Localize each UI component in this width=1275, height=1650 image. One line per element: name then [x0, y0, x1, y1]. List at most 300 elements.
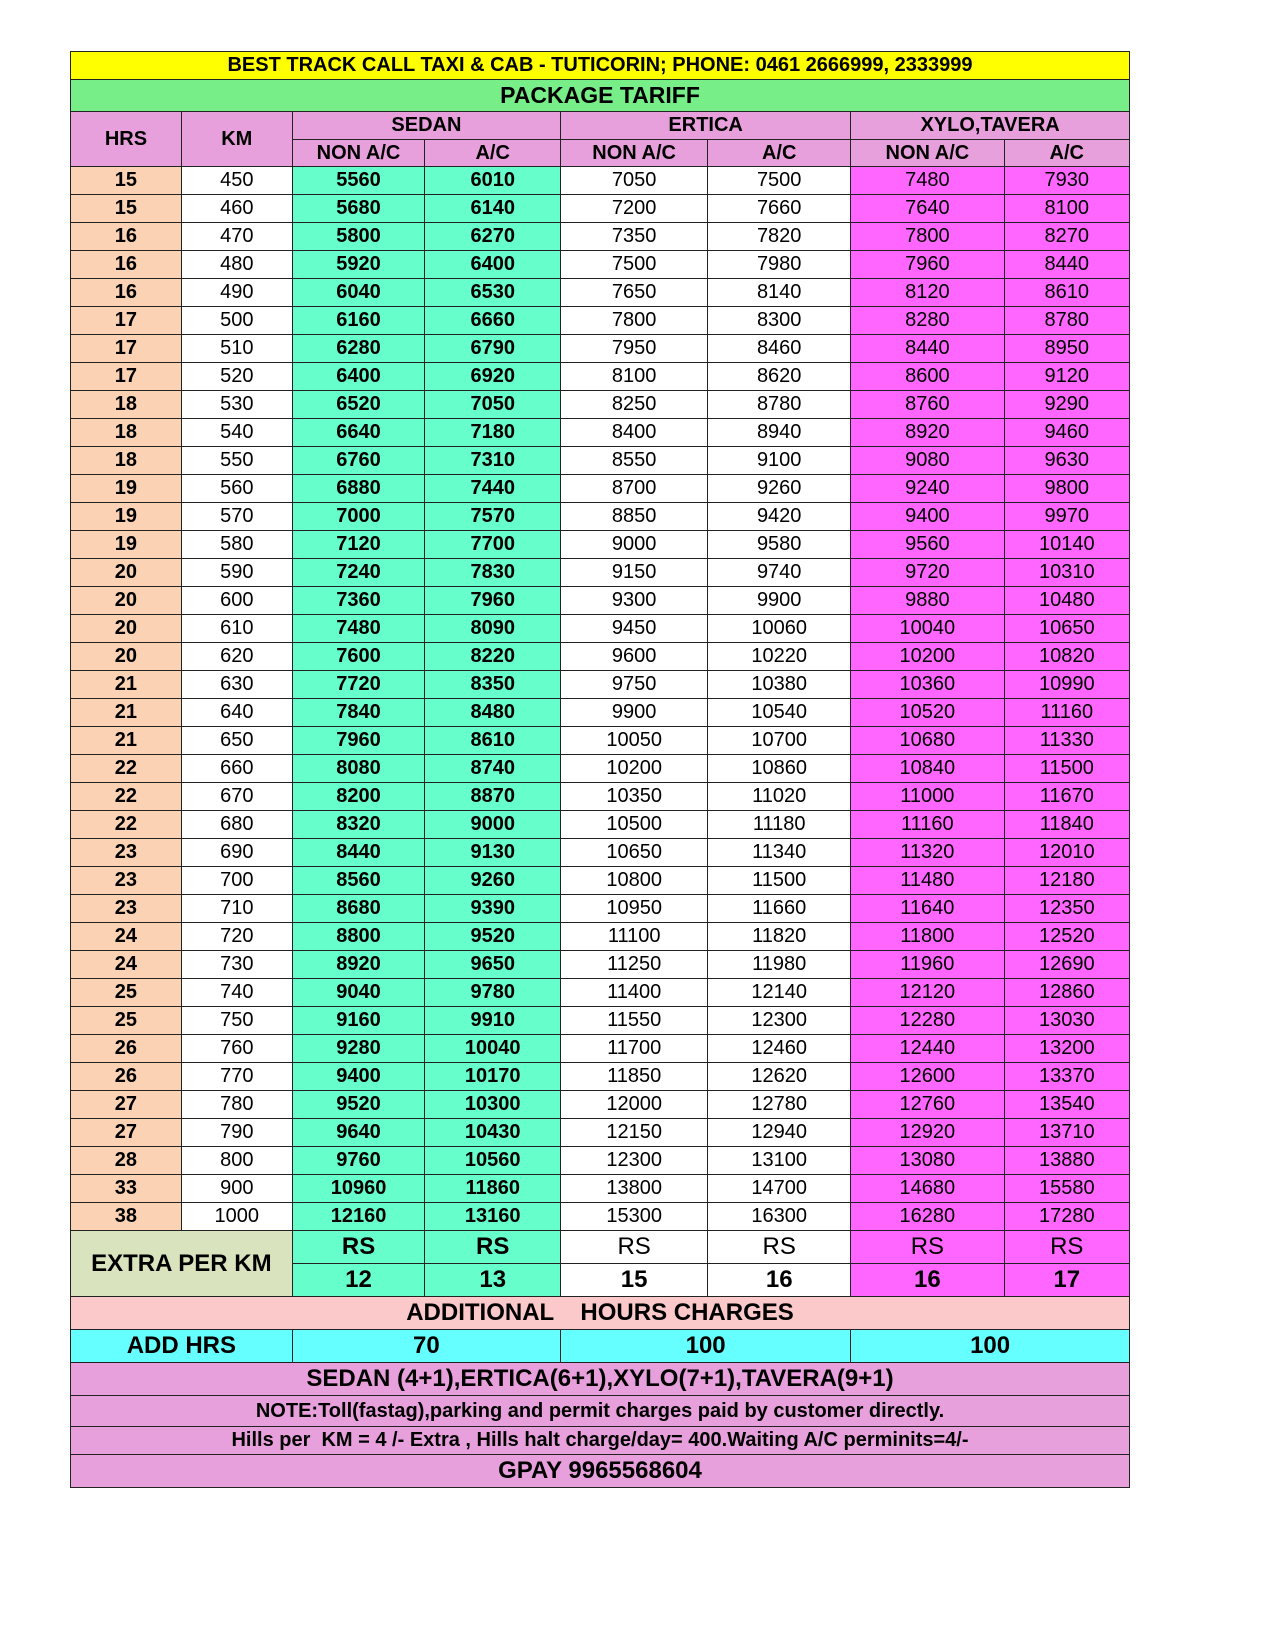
sedan-ac-cell: 6400	[425, 251, 561, 279]
hrs-cell: 21	[71, 699, 182, 727]
ertica-non-ac-cell: 10650	[561, 839, 708, 867]
sedan-non-ac-cell: 10960	[292, 1175, 425, 1203]
extra-km-ertica-non-ac: 15	[561, 1264, 708, 1297]
table-row	[71, 615, 1130, 643]
sedan-ac-cell: 8220	[425, 643, 561, 671]
ertica-non-ac-cell: 7050	[561, 167, 708, 195]
sedan-ac-cell: 8480	[425, 699, 561, 727]
km-cell: 590	[181, 559, 292, 587]
table-row	[71, 167, 1130, 195]
sedan-ac-cell: 9910	[425, 1007, 561, 1035]
xylo-ac-cell: 13030	[1004, 1007, 1129, 1035]
ertica-ac-cell: 11020	[708, 783, 851, 811]
tariff-table	[70, 51, 1130, 1488]
hrs-cell: 27	[71, 1091, 182, 1119]
extra-currency: RS	[292, 1231, 425, 1264]
ertica-non-ac-cell: 15300	[561, 1203, 708, 1231]
table-row	[71, 587, 1130, 615]
hrs-cell: 20	[71, 615, 182, 643]
ertica-non-ac-cell: 11250	[561, 951, 708, 979]
hrs-cell: 26	[71, 1035, 182, 1063]
sedan-non-ac-cell: 9400	[292, 1063, 425, 1091]
xylo-ac-cell: 9970	[1004, 503, 1129, 531]
xylo-non-ac-cell: 12280	[851, 1007, 1004, 1035]
sedan-non-ac-cell: 6760	[292, 447, 425, 475]
xylo-ac-cell: 10310	[1004, 559, 1129, 587]
seating-capacity: SEDAN (4+1),ERTICA(6+1),XYLO(7+1),TAVERA(9+1)	[71, 1363, 1130, 1396]
ertica-non-ac-cell: 10350	[561, 783, 708, 811]
xylo-non-ac-cell: 13080	[851, 1147, 1004, 1175]
xylo-non-ac-cell: 8760	[851, 391, 1004, 419]
km-cell: 900	[181, 1175, 292, 1203]
tariff-rows	[71, 167, 1130, 1231]
extra-currency: RS	[561, 1231, 708, 1264]
hrs-cell: 28	[71, 1147, 182, 1175]
sedan-ac-cell: 10040	[425, 1035, 561, 1063]
km-cell: 690	[181, 839, 292, 867]
table-row	[71, 1203, 1130, 1231]
hrs-header: HRS	[71, 112, 182, 167]
xylo-non-ac-cell: 7800	[851, 223, 1004, 251]
km-cell: 480	[181, 251, 292, 279]
table-row	[71, 1119, 1130, 1147]
hrs-cell: 22	[71, 755, 182, 783]
sedan-non-ac-cell: 7960	[292, 727, 425, 755]
xylo-non-ac-cell: 9560	[851, 531, 1004, 559]
sedan-non-ac-cell: 6400	[292, 363, 425, 391]
table-row	[71, 867, 1130, 895]
km-cell: 1000	[181, 1203, 292, 1231]
km-cell: 630	[181, 671, 292, 699]
hrs-cell: 17	[71, 335, 182, 363]
table-row	[71, 979, 1130, 1007]
sedan-ac-cell: 9650	[425, 951, 561, 979]
ertica-ac-cell: 8140	[708, 279, 851, 307]
sedan-ac-cell: 10560	[425, 1147, 561, 1175]
ertica-ac-cell: 12460	[708, 1035, 851, 1063]
sedan-non-ac-cell: 5920	[292, 251, 425, 279]
ertica-ac-cell: 13100	[708, 1147, 851, 1175]
tariff-sheet	[70, 51, 1130, 1488]
ertica-ac-cell: 10700	[708, 727, 851, 755]
xylo-non-ac-header: NON A/C	[851, 140, 1004, 167]
extra-currency: RS	[851, 1231, 1004, 1264]
xylo-non-ac-cell: 12120	[851, 979, 1004, 1007]
xylo-ac-cell: 8440	[1004, 251, 1129, 279]
sedan-ac-header: A/C	[425, 140, 561, 167]
ertica-non-ac-cell: 9150	[561, 559, 708, 587]
sedan-non-ac-cell: 9160	[292, 1007, 425, 1035]
hrs-cell: 21	[71, 727, 182, 755]
hrs-cell: 15	[71, 167, 182, 195]
hrs-cell: 16	[71, 279, 182, 307]
km-header: KM	[181, 112, 292, 167]
table-row	[71, 1147, 1130, 1175]
km-cell: 680	[181, 811, 292, 839]
sedan-ac-cell: 6660	[425, 307, 561, 335]
table-row	[71, 1035, 1130, 1063]
xylo-non-ac-cell: 9080	[851, 447, 1004, 475]
xylo-ac-cell: 12010	[1004, 839, 1129, 867]
table-row	[71, 699, 1130, 727]
sedan-non-ac-cell: 12160	[292, 1203, 425, 1231]
table-row	[71, 559, 1130, 587]
extra-km-xylo-ac: 17	[1004, 1264, 1129, 1297]
ertica-ac-cell: 10860	[708, 755, 851, 783]
km-cell: 530	[181, 391, 292, 419]
km-cell: 490	[181, 279, 292, 307]
km-cell: 640	[181, 699, 292, 727]
sedan-ac-cell: 8740	[425, 755, 561, 783]
ertica-non-ac-cell: 8550	[561, 447, 708, 475]
table-row	[71, 251, 1130, 279]
hrs-cell: 16	[71, 251, 182, 279]
ertica-non-ac-cell: 8850	[561, 503, 708, 531]
table-row	[71, 475, 1130, 503]
sedan-non-ac-cell: 6160	[292, 307, 425, 335]
extra-km-xylo-non-ac: 16	[851, 1264, 1004, 1297]
ertica-ac-cell: 11980	[708, 951, 851, 979]
xylo-non-ac-cell: 11960	[851, 951, 1004, 979]
ertica-ac-cell: 11180	[708, 811, 851, 839]
table-row	[71, 895, 1130, 923]
ertica-non-ac-cell: 8250	[561, 391, 708, 419]
ertica-ac-cell: 11660	[708, 895, 851, 923]
ertica-non-ac-cell: 8400	[561, 419, 708, 447]
xylo-non-ac-cell: 8920	[851, 419, 1004, 447]
xylo-ac-cell: 8780	[1004, 307, 1129, 335]
ertica-ac-cell: 9900	[708, 587, 851, 615]
ertica-non-ac-cell: 12300	[561, 1147, 708, 1175]
km-cell: 740	[181, 979, 292, 1007]
hrs-cell: 18	[71, 447, 182, 475]
ertica-ac-cell: 8460	[708, 335, 851, 363]
hrs-cell: 17	[71, 307, 182, 335]
xylo-ac-cell: 13710	[1004, 1119, 1129, 1147]
sedan-non-ac-cell: 7840	[292, 699, 425, 727]
ertica-ac-cell: 9740	[708, 559, 851, 587]
sedan-non-ac-cell: 8440	[292, 839, 425, 867]
sedan-ac-cell: 9520	[425, 923, 561, 951]
xylo-non-ac-cell: 7960	[851, 251, 1004, 279]
sedan-non-ac-cell: 8680	[292, 895, 425, 923]
sedan-ac-cell: 6920	[425, 363, 561, 391]
xylo-non-ac-cell: 9720	[851, 559, 1004, 587]
xylo-ac-cell: 10480	[1004, 587, 1129, 615]
xylo-non-ac-cell: 11480	[851, 867, 1004, 895]
ertica-ac-cell: 8780	[708, 391, 851, 419]
table-row	[71, 195, 1130, 223]
xylo-non-ac-cell: 8600	[851, 363, 1004, 391]
ertica-ac-cell: 7660	[708, 195, 851, 223]
table-row	[71, 1007, 1130, 1035]
sedan-non-ac-cell: 5680	[292, 195, 425, 223]
table-row	[71, 671, 1130, 699]
km-cell: 730	[181, 951, 292, 979]
xylo-non-ac-cell: 11000	[851, 783, 1004, 811]
sedan-non-ac-cell: 7000	[292, 503, 425, 531]
ertica-non-ac-cell: 9900	[561, 699, 708, 727]
ertica-non-ac-cell: 8700	[561, 475, 708, 503]
hrs-cell: 18	[71, 391, 182, 419]
table-row	[71, 1063, 1130, 1091]
km-cell: 610	[181, 615, 292, 643]
km-cell: 770	[181, 1063, 292, 1091]
table-row	[71, 755, 1130, 783]
xylo-ac-cell: 13880	[1004, 1147, 1129, 1175]
xylo-ac-cell: 10140	[1004, 531, 1129, 559]
km-cell: 600	[181, 587, 292, 615]
table-row	[71, 1091, 1130, 1119]
ertica-non-ac-cell: 10050	[561, 727, 708, 755]
hrs-cell: 23	[71, 895, 182, 923]
xylo-ac-cell: 10820	[1004, 643, 1129, 671]
sedan-ac-cell: 7700	[425, 531, 561, 559]
sedan-ac-cell: 7830	[425, 559, 561, 587]
km-cell: 460	[181, 195, 292, 223]
table-row	[71, 811, 1130, 839]
table-row	[71, 531, 1130, 559]
ertica-non-ac-cell: 9450	[561, 615, 708, 643]
km-cell: 800	[181, 1147, 292, 1175]
xylo-ac-cell: 11670	[1004, 783, 1129, 811]
extra-km-ertica-ac: 16	[708, 1264, 851, 1297]
xylo-ac-cell: 9630	[1004, 447, 1129, 475]
ertica-non-ac-cell: 10950	[561, 895, 708, 923]
sedan-non-ac-cell: 8320	[292, 811, 425, 839]
company-title: BEST TRACK CALL TAXI & CAB - TUTICORIN; PHONE: 0461 2666999, 2333999	[71, 52, 1130, 80]
xylo-ac-cell: 11500	[1004, 755, 1129, 783]
xylo-ac-cell: 9460	[1004, 419, 1129, 447]
table-row	[71, 783, 1130, 811]
hrs-cell: 24	[71, 951, 182, 979]
km-cell: 670	[181, 783, 292, 811]
xylo-ac-cell: 12520	[1004, 923, 1129, 951]
sedan-non-ac-cell: 9040	[292, 979, 425, 1007]
ertica-ac-cell: 9100	[708, 447, 851, 475]
sedan-ac-cell: 7960	[425, 587, 561, 615]
xylo-non-ac-cell: 7480	[851, 167, 1004, 195]
table-row	[71, 727, 1130, 755]
hrs-cell: 20	[71, 643, 182, 671]
sedan-ac-cell: 8350	[425, 671, 561, 699]
sedan-ac-cell: 9260	[425, 867, 561, 895]
xylo-non-ac-cell: 14680	[851, 1175, 1004, 1203]
sedan-non-ac-cell: 7600	[292, 643, 425, 671]
xylo-non-ac-cell: 8280	[851, 307, 1004, 335]
km-cell: 710	[181, 895, 292, 923]
ertica-non-ac-cell: 7650	[561, 279, 708, 307]
xylo-ac-cell: 15580	[1004, 1175, 1129, 1203]
sedan-ac-cell: 7180	[425, 419, 561, 447]
km-cell: 520	[181, 363, 292, 391]
xylo-ac-cell: 9120	[1004, 363, 1129, 391]
extra-per-km-label: EXTRA PER KM	[71, 1231, 293, 1297]
km-cell: 720	[181, 923, 292, 951]
xylo-non-ac-cell: 9240	[851, 475, 1004, 503]
sedan-non-ac-cell: 7480	[292, 615, 425, 643]
sedan-non-ac-cell: 7120	[292, 531, 425, 559]
km-cell: 450	[181, 167, 292, 195]
sedan-ac-cell: 8610	[425, 727, 561, 755]
sedan-non-ac-header: NON A/C	[292, 140, 425, 167]
hrs-cell: 33	[71, 1175, 182, 1203]
extra-currency: RS	[425, 1231, 561, 1264]
km-cell: 540	[181, 419, 292, 447]
sedan-non-ac-cell: 8560	[292, 867, 425, 895]
ertica-ac-header: A/C	[708, 140, 851, 167]
table-row	[71, 307, 1130, 335]
sedan-ac-cell: 7310	[425, 447, 561, 475]
sedan-ac-cell: 7050	[425, 391, 561, 419]
ertica-non-ac-cell: 13800	[561, 1175, 708, 1203]
sedan-non-ac-cell: 6520	[292, 391, 425, 419]
sedan-ac-cell: 10170	[425, 1063, 561, 1091]
xylo-non-ac-cell: 10200	[851, 643, 1004, 671]
sedan-non-ac-cell: 8200	[292, 783, 425, 811]
ertica-ac-cell: 9420	[708, 503, 851, 531]
sedan-non-ac-cell: 6880	[292, 475, 425, 503]
hrs-cell: 23	[71, 867, 182, 895]
ertica-non-ac-cell: 11850	[561, 1063, 708, 1091]
sedan-non-ac-cell: 7240	[292, 559, 425, 587]
sedan-ac-cell: 6010	[425, 167, 561, 195]
xylo-non-ac-cell: 8120	[851, 279, 1004, 307]
ertica-non-ac-cell: 10200	[561, 755, 708, 783]
hrs-cell: 19	[71, 475, 182, 503]
hrs-cell: 22	[71, 811, 182, 839]
hrs-cell: 20	[71, 587, 182, 615]
ertica-non-ac-cell: 11400	[561, 979, 708, 1007]
xylo-ac-cell: 13200	[1004, 1035, 1129, 1063]
extra-currency: RS	[708, 1231, 851, 1264]
sedan-ac-cell: 6530	[425, 279, 561, 307]
ertica-ac-cell: 12940	[708, 1119, 851, 1147]
ertica-ac-cell: 11340	[708, 839, 851, 867]
xylo-ac-cell: 12860	[1004, 979, 1129, 1007]
hrs-cell: 22	[71, 783, 182, 811]
km-cell: 700	[181, 867, 292, 895]
xylo-non-ac-cell: 7640	[851, 195, 1004, 223]
ertica-header: ERTICA	[561, 112, 851, 140]
xylo-non-ac-cell: 12440	[851, 1035, 1004, 1063]
hrs-cell: 16	[71, 223, 182, 251]
hrs-cell: 24	[71, 923, 182, 951]
xylo-ac-cell: 11840	[1004, 811, 1129, 839]
sedan-non-ac-cell: 8920	[292, 951, 425, 979]
ertica-ac-cell: 16300	[708, 1203, 851, 1231]
ertica-non-ac-cell: 11700	[561, 1035, 708, 1063]
xylo-non-ac-cell: 10520	[851, 699, 1004, 727]
xylo-ac-cell: 10990	[1004, 671, 1129, 699]
table-row	[71, 503, 1130, 531]
add-hrs-label: ADD HRS	[71, 1330, 293, 1363]
ertica-non-ac-cell: 7350	[561, 223, 708, 251]
ertica-non-ac-cell: 10500	[561, 811, 708, 839]
ertica-ac-cell: 11500	[708, 867, 851, 895]
hrs-cell: 17	[71, 363, 182, 391]
table-row	[71, 391, 1130, 419]
sedan-ac-cell: 6790	[425, 335, 561, 363]
hrs-cell: 19	[71, 503, 182, 531]
add-hrs-sedan: 70	[292, 1330, 560, 1363]
xylo-ac-cell: 8100	[1004, 195, 1129, 223]
xylo-non-ac-cell: 8440	[851, 335, 1004, 363]
km-cell: 580	[181, 531, 292, 559]
table-row	[71, 1175, 1130, 1203]
table-row	[71, 839, 1130, 867]
extra-km-sedan-non-ac: 12	[292, 1264, 425, 1297]
ertica-ac-cell: 9580	[708, 531, 851, 559]
sedan-non-ac-cell: 9640	[292, 1119, 425, 1147]
add-hrs-ertica: 100	[561, 1330, 851, 1363]
additional-hours-heading: ADDITIONAL HOURS CHARGES	[71, 1297, 1130, 1330]
hrs-cell: 15	[71, 195, 182, 223]
km-cell: 620	[181, 643, 292, 671]
add-hrs-xylo: 100	[851, 1330, 1130, 1363]
table-row	[71, 923, 1130, 951]
sedan-ac-cell: 13160	[425, 1203, 561, 1231]
hrs-cell: 21	[71, 671, 182, 699]
xylo-ac-cell: 8950	[1004, 335, 1129, 363]
ertica-non-ac-cell: 9750	[561, 671, 708, 699]
hrs-cell: 20	[71, 559, 182, 587]
hrs-cell: 27	[71, 1119, 182, 1147]
xylo-tavera-header: XYLO,TAVERA	[851, 112, 1130, 140]
xylo-ac-header: A/C	[1004, 140, 1129, 167]
sedan-non-ac-cell: 7720	[292, 671, 425, 699]
sedan-non-ac-cell: 9760	[292, 1147, 425, 1175]
table-row	[71, 279, 1130, 307]
xylo-ac-cell: 12350	[1004, 895, 1129, 923]
hrs-cell: 19	[71, 531, 182, 559]
xylo-ac-cell: 13540	[1004, 1091, 1129, 1119]
extra-currency: RS	[1004, 1231, 1129, 1264]
xylo-non-ac-cell: 10040	[851, 615, 1004, 643]
km-cell: 750	[181, 1007, 292, 1035]
xylo-ac-cell: 13370	[1004, 1063, 1129, 1091]
sedan-ac-cell: 10300	[425, 1091, 561, 1119]
table-row	[71, 419, 1130, 447]
km-cell: 760	[181, 1035, 292, 1063]
sedan-ac-cell: 8090	[425, 615, 561, 643]
extra-km-sedan-ac: 13	[425, 1264, 561, 1297]
table-row	[71, 447, 1130, 475]
sedan-ac-cell: 11860	[425, 1175, 561, 1203]
ertica-non-ac-cell: 12000	[561, 1091, 708, 1119]
km-cell: 500	[181, 307, 292, 335]
hrs-cell: 25	[71, 1007, 182, 1035]
ertica-ac-cell: 7980	[708, 251, 851, 279]
ertica-non-ac-cell: 10800	[561, 867, 708, 895]
xylo-non-ac-cell: 11800	[851, 923, 1004, 951]
xylo-non-ac-cell: 12920	[851, 1119, 1004, 1147]
sedan-non-ac-cell: 9520	[292, 1091, 425, 1119]
sedan-ac-cell: 8870	[425, 783, 561, 811]
ertica-ac-cell: 8620	[708, 363, 851, 391]
sedan-ac-cell: 9130	[425, 839, 561, 867]
xylo-non-ac-cell: 12600	[851, 1063, 1004, 1091]
sedan-non-ac-cell: 8080	[292, 755, 425, 783]
ertica-non-ac-cell: 7950	[561, 335, 708, 363]
sedan-ac-cell: 6140	[425, 195, 561, 223]
sedan-ac-cell: 7440	[425, 475, 561, 503]
km-cell: 660	[181, 755, 292, 783]
ertica-ac-cell: 8940	[708, 419, 851, 447]
km-cell: 780	[181, 1091, 292, 1119]
sedan-ac-cell: 9780	[425, 979, 561, 1007]
xylo-ac-cell: 11160	[1004, 699, 1129, 727]
